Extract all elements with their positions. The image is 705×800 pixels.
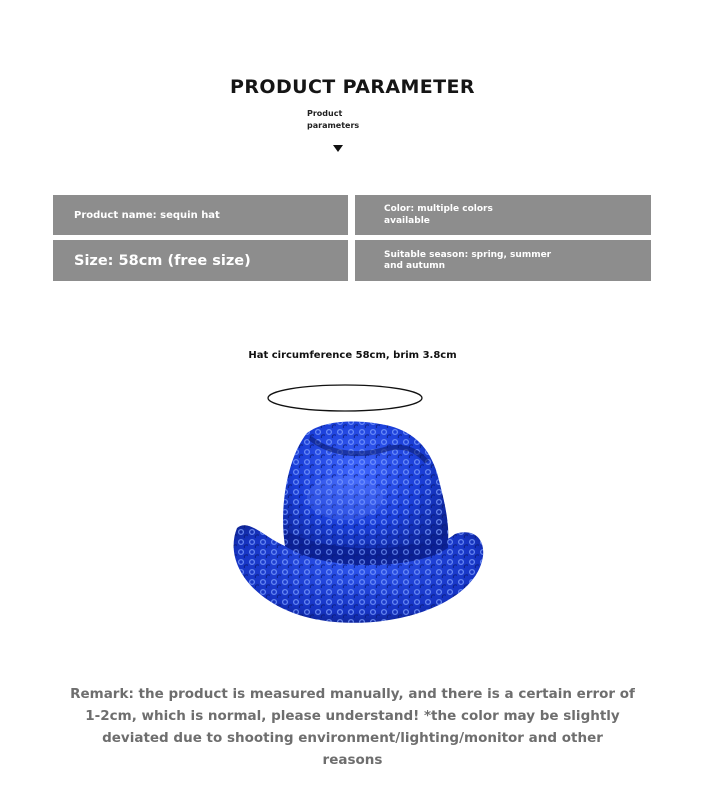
param-size-text: Size: 58cm (free size) — [74, 252, 251, 269]
page-subtitle: Product parameters — [307, 109, 360, 130]
arrow-down-icon — [333, 145, 343, 152]
param-color-text: Color: multiple colors available — [384, 204, 493, 226]
circumference-ring — [268, 385, 422, 411]
param-size — [53, 240, 348, 281]
param-product-name — [53, 195, 348, 235]
param-color — [355, 195, 651, 235]
param-season-text: Suitable season: spring, summer and autumn — [384, 249, 552, 271]
remark-note: Remark: the product is measured manually, and there is a certain error of 1-2cm, which is normal, please understand! *the color may be slightly deviated due to shooting environment/lighting/monitor and other reasons — [70, 686, 635, 768]
hat-product-image — [215, 378, 505, 648]
param-season — [355, 240, 651, 281]
param-product-name-text: Product name: sequin hat — [74, 209, 220, 221]
page-title: PRODUCT PARAMETER — [230, 76, 475, 98]
hat-dimension-caption: Hat circumference 58cm, brim 3.8cm — [248, 350, 457, 361]
